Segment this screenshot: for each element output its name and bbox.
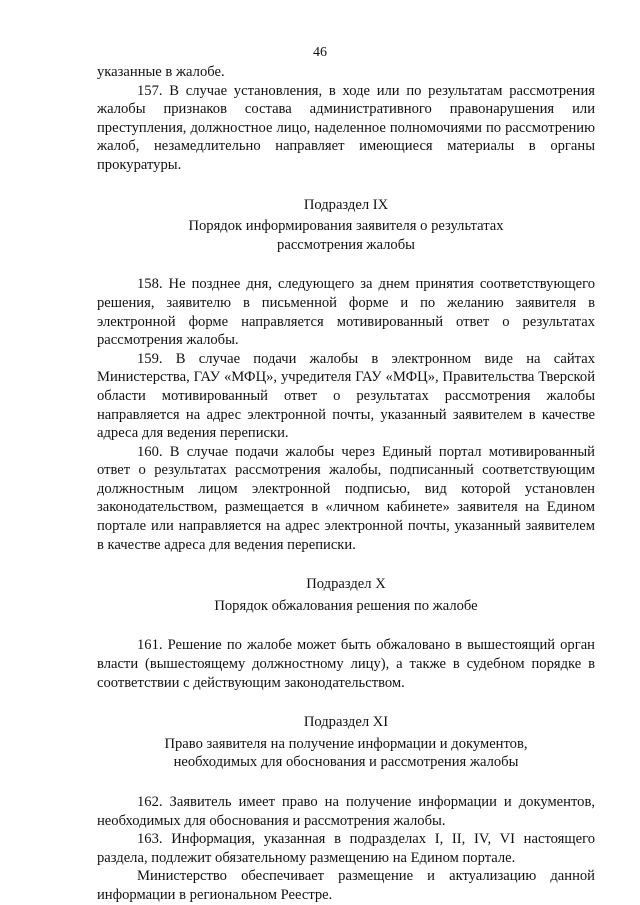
subsection-9-title-line-2: рассмотрения жалобы [277,236,415,253]
subsection-10-title: Порядок обжалования решения по жалобе [214,597,478,614]
paragraph-160: 160. В случае подачи жалобы через Единый портал мотивированный ответ о результатах рассмотрения жалобы, подписанный соответствующим должностным лицом электронной подписью, вид которой установлен законодательством, размещается в «личном кабинете» заявителя на Едином портале или направляется на адрес электронной почты, указанный заявителем в качестве адреса для ведения переписки. [97,443,595,553]
subsection-11-label: Подраздел XI [303,714,389,731]
subsection-10-heading [97,575,595,615]
subsection-9-heading [97,196,595,255]
paragraph-ministry: Министерство обеспечивает размещение и актуализацию данной информации в региональном Реестре. [97,868,595,903]
paragraph-157: 157. В случае установления, в ходе или по результатам рассмотрения жалобы признаков состава административного правонарушения или преступления, должностное лицо, наделенное полномочиями по рассмотрению жалоб, незамедлительно направляет имеющиеся материалы в органы прокуратуры. [97,82,595,173]
subsection-11-title-line-1: Право заявителя на получение информации и документов, [164,735,528,752]
subsection-10-label: Подраздел X [306,576,386,593]
paragraph-161: 161. Решение по жалобе может быть обжаловано в вышестоящий орган власти (вышестоящему должностному лицу), а также в судебном порядке в соответствии с действующим законодательством. [97,637,595,691]
subsection-11-title-line-2: необходимых для обоснования и рассмотрения жалобы [173,754,519,771]
paragraph-162: 162. Заявитель имеет право на получение информации и документов, необходимых для обоснования и рассмотрения жалобы. [97,794,595,829]
page-number: 46 [313,45,327,60]
subsection-11-heading [97,713,595,772]
subsection-9-label: Подраздел IX [303,196,389,213]
paragraph-158: 158. Не позднее дня, следующего за днем принятия соответствующего решения, заявителю в письменной форме и по желанию заявителя в электронной форме направляется мотивированный ответ о результатах рассмотрения жалобы. [97,276,595,349]
continued-paragraph: указанные в жалобе. [97,64,225,80]
subsection-9-title-line-1: Порядок информирования заявителя о результатах [188,218,504,235]
document-body [97,63,595,905]
paragraph-163: 163. Информация, указанная в подразделах I, II, IV, VI настоящего раздела, подлежит обязательному размещению на Едином портале. [97,831,595,866]
paragraph-159: 159. В случае подачи жалобы в электронном виде на сайтах Министерства, ГАУ «МФЦ», учредителя ГАУ «МФЦ», Правительства Тверской области мотивированный ответ о результатах рассмотрения жалобы направляется на адрес электронной почты, указанный заявителем в качестве адреса для ведения переписки. [97,350,595,442]
